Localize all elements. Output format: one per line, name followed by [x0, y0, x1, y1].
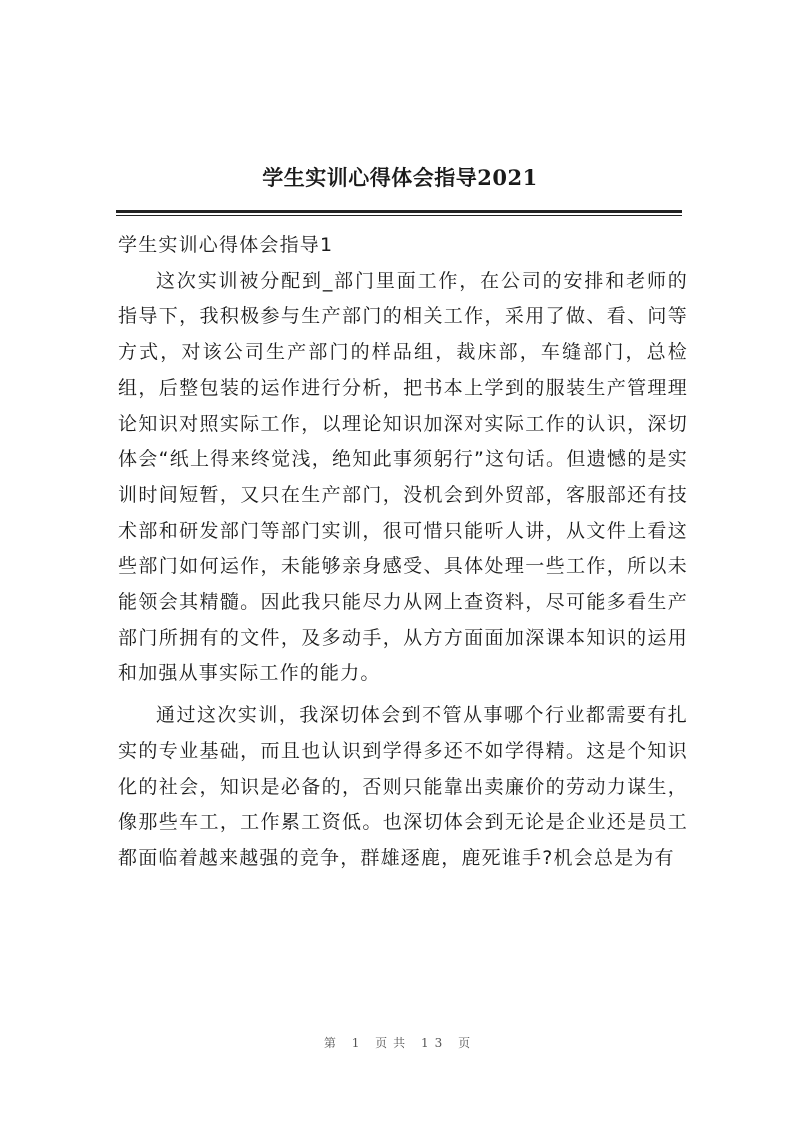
page-footer: 第 1 页共 13 页	[323, 1036, 477, 1050]
section-subheading: 学生实训心得体会指导1	[118, 234, 334, 256]
paragraph-1: 这次实训被分配到_部门里面工作，在公司的安排和老师的指导下，我积极参与生产部门的相关工作，采用了做、看、问等方式，对该公司生产部门的样品组，裁床部，车缝部门，总检组，后整包装的运作进行分析，把书本上学到的服装生产管理理论知识对照实际工作，以理论知识加深对实际工作的认识，深切体会“纸上得来终觉浅，绝知此事须躬行”这句话。但遗憾的是实训时间短暂，又只在生产部门，没机会到外贸部，客服部还有技术部和研发部门等部门实训，很可惜只能听人讲，从文件上看这些部门如何运作，未能够亲身感受、具体处理一些工作，所以未能领会其精髓。因此我只能尽力从网上查资料，尽可能多看生产部门所拥有的文件，及多动手，从方方面面加深课本知识的运用和加强从事实际工作的能力。	[118, 269, 688, 685]
paragraph-2: 通过这次实训，我深切体会到不管从事哪个行业都需要有扎实的专业基础，而且也认识到学得多还不如学得精。这是个知识化的社会，知识是必备的，否则只能靠出卖廉价的劳动力谋生，像那些车工，工作累工资低。也深切体会到无论是企业还是员工都面临着越来越强的竞争，群雄逐鹿，鹿死谁手?机会总是为有	[118, 704, 688, 869]
title-divider-thick	[116, 210, 682, 213]
document-title: 学生实训心得体会指导2021	[262, 165, 538, 190]
title-divider-thin	[116, 215, 682, 216]
document-body	[118, 228, 688, 877]
